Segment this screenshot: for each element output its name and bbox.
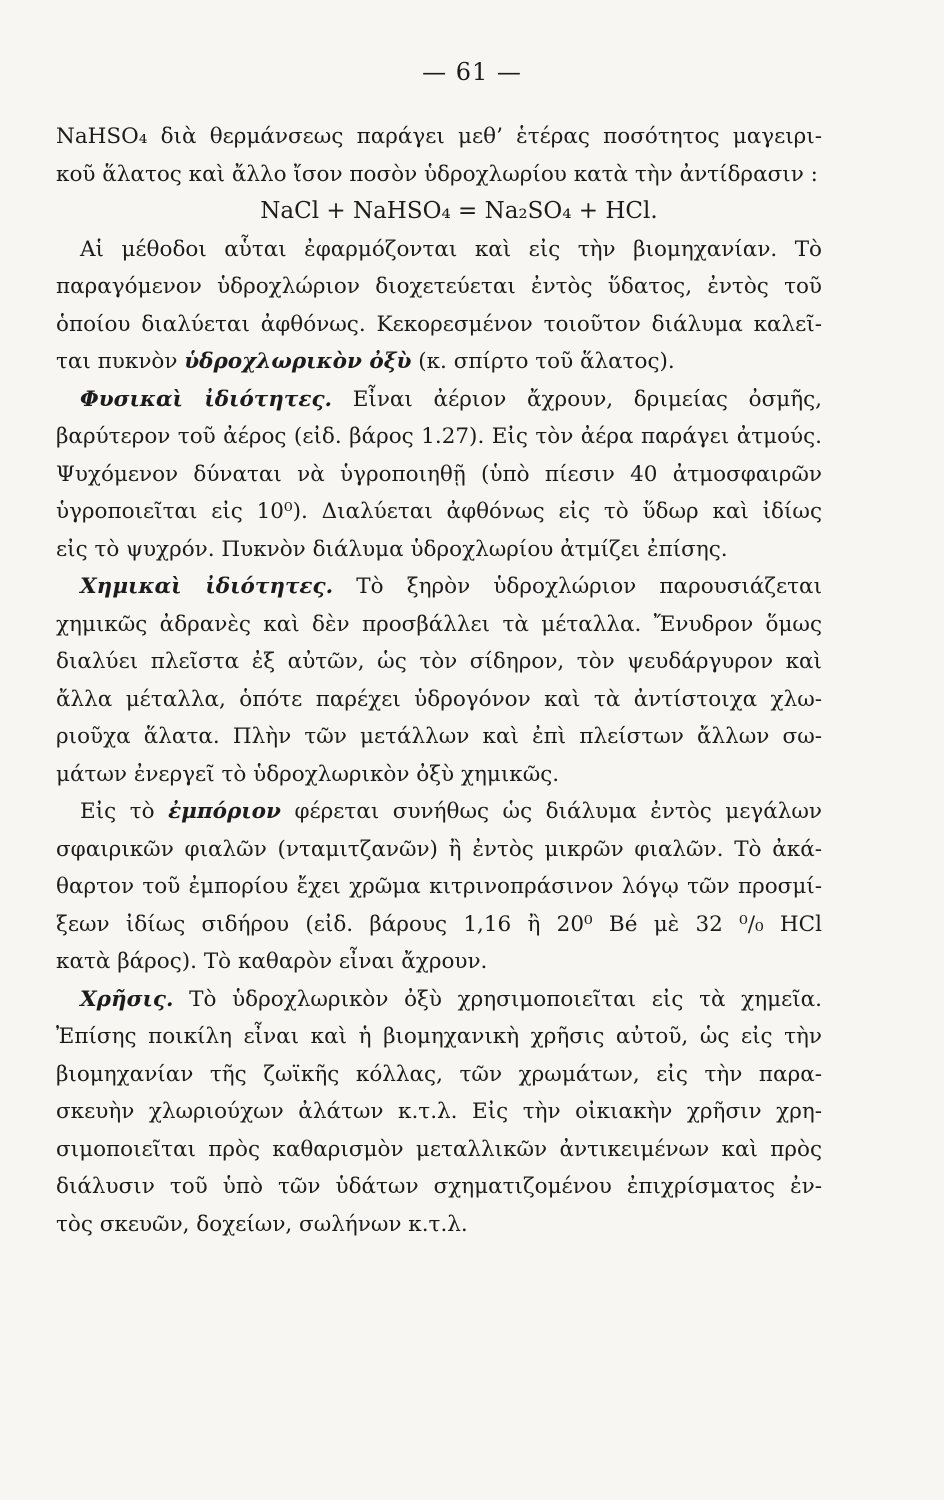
term-hydrochloric-acid: ὑδροχλωρικὸν ὀξὺ xyxy=(184,349,412,374)
text-line: εἰς τὸ ψυχρόν. Πυκνὸν διάλυμα ὑδροχλωρίου ἀτμίζει ἐπίσης. xyxy=(56,536,728,562)
chemical-equation: NaCl + NaHSO₄ = Na₂SO₄ + HCl. xyxy=(260,198,658,224)
text-line xyxy=(56,343,822,381)
text-fragment: Εἶναι ἀέριον ἄχρουν, δριμείας ὀσμῆς, xyxy=(332,386,822,412)
text-line: Ἐπίσης ποικίλη εἶναι καὶ ἡ βιομηχανικὴ χρῆσις αὐτοῦ, ὡς εἰς τὴν xyxy=(56,1024,822,1049)
text-line: βιομηχανίαν τῆς ζωϊκῆς κόλλας, τῶν χρωμάτων, εἰς τὴν παρα- xyxy=(56,1061,822,1087)
text-line: ριοῦχα ἅλατα. Πλὴν τῶν μετάλλων καὶ ἐπὶ πλείστων ἄλλων σω- xyxy=(56,724,822,749)
text-line: NaHSO₄ διὰ θερμάνσεως παράγει μεθ’ ἑτέρας ποσότητος μαγειρι- xyxy=(56,124,822,149)
text-line: ὁποίου διαλύεται ἀφθόνως. Κεκορεσμένον τοιοῦτον διάλυμα καλεῖ- xyxy=(56,311,822,337)
body-text xyxy=(56,118,822,1243)
text-line xyxy=(56,381,822,419)
heading-chemical-properties: Χημικαὶ ἰδιότητες. xyxy=(80,574,334,599)
text-line: θαρτον τοῦ ἐμπορίου ἔχει χρῶμα κιτρινοπράσινον λόγῳ τῶν προσμί- xyxy=(56,874,822,899)
text-fragment: ται πυκνὸν xyxy=(56,349,185,374)
text-line: ἄλλα μέταλλα, ὁπότε παρέχει ὑδρογόνον καὶ τὰ ἀντίστοιχα χλω- xyxy=(56,686,822,712)
text-fragment: Εἰς τὸ xyxy=(80,799,169,824)
text-line: ὑγροποιεῖται εἰς 10⁰). Διαλύεται ἀφθόνως εἰς τὸ ὕδωρ καὶ ἰδίως xyxy=(56,499,822,524)
text-fragment: Τὸ ὑδροχλωρικὸν ὀξὺ χρησιμοποιεῖται εἰς τὰ χημεῖα. xyxy=(173,986,822,1012)
text-fragment: Τὸ ξηρὸν ὑδροχλώριον παρουσιάζεται xyxy=(333,574,822,599)
text-line: παραγόμενον ὑδροχλώριον διοχετεύεται ἐντὸς ὕδατος, ἐντὸς τοῦ xyxy=(56,274,822,299)
text-line: Αἱ μέθοδοι αὗται ἐφαρμόζονται καὶ εἰς τὴν βιομηχανίαν. Τὸ xyxy=(80,236,822,262)
text-fragment: (κ. σπίρτο τοῦ ἅλατος). xyxy=(411,349,675,374)
text-line: βαρύτερον τοῦ ἀέρος (εἰδ. βάρος 1.27). Εἰς τὸν ἀέρα παράγει ἀτμούς. xyxy=(56,424,822,449)
text-line: κοῦ ἅλατος καὶ ἄλλο ἴσον ποσὸν ὑδροχλωρίου κατὰ τὴν ἀντίδρασιν : xyxy=(56,161,818,187)
text-line: διαλύει πλεῖστα ἐξ αὐτῶν, ὡς τὸν σίδηρον, τὸν ψευδάργυρον καὶ xyxy=(56,649,822,674)
text-line: χημικῶς ἀδρανὲς καὶ δὲν προσβάλλει τὰ μέταλλα. Ἔνυδρον ὅμως xyxy=(56,611,822,637)
text-line: τὸς σκευῶν, δοχείων, σωλήνων κ.τ.λ. xyxy=(56,1211,468,1237)
page-number: — 61 — xyxy=(422,58,522,86)
text-line xyxy=(56,981,822,1019)
text-line: Ψυχόμενον δύναται νὰ ὑγροποιηθῇ (ὑπὸ πίεσιν 40 ἀτμοσφαιρῶν xyxy=(56,461,822,487)
text-line: σφαιρικῶν φιαλῶν (νταμιτζανῶν) ἢ ἐντὸς μικρῶν φιαλῶν. Τὸ ἀκά- xyxy=(56,836,822,862)
heading-use: Χρῆσις. xyxy=(80,986,174,1012)
term-commerce: ἐμπόριον xyxy=(168,799,281,824)
text-line: διάλυσιν τοῦ ὑπὸ τῶν ὑδάτων σχηματιζομένου ἐπιχρίσματος ἐν- xyxy=(56,1174,822,1199)
text-line xyxy=(56,568,822,606)
text-line: μάτων ἐνεργεῖ τὸ ὑδροχλωρικὸν ὀξὺ χημικῶς. xyxy=(56,761,560,787)
text-line: σιμοποιεῖται πρὸς καθαρισμὸν μεταλλικῶν ἀντικειμένων καὶ πρὸς xyxy=(56,1136,822,1162)
text-line: σκευὴν χλωριούχων ἀλάτων κ.τ.λ. Εἰς τὴν οἰκιακὴν χρῆσιν χρη- xyxy=(56,1099,822,1124)
heading-physical-properties: Φυσικαὶ ἰδιότητες. xyxy=(80,386,333,412)
text-line: κατὰ βάρος). Τὸ καθαρὸν εἶναι ἄχρουν. xyxy=(56,949,488,974)
text-line xyxy=(56,793,822,831)
text-line: ξεων ἰδίως σιδήρου (εἰδ. βάρους 1,16 ἢ 20⁰ Bé μὲ 32 ⁰/₀ HCl xyxy=(56,911,822,937)
text-fragment: φέρεται συνήθως ὡς διάλυμα ἐντὸς μεγάλων xyxy=(280,799,822,824)
